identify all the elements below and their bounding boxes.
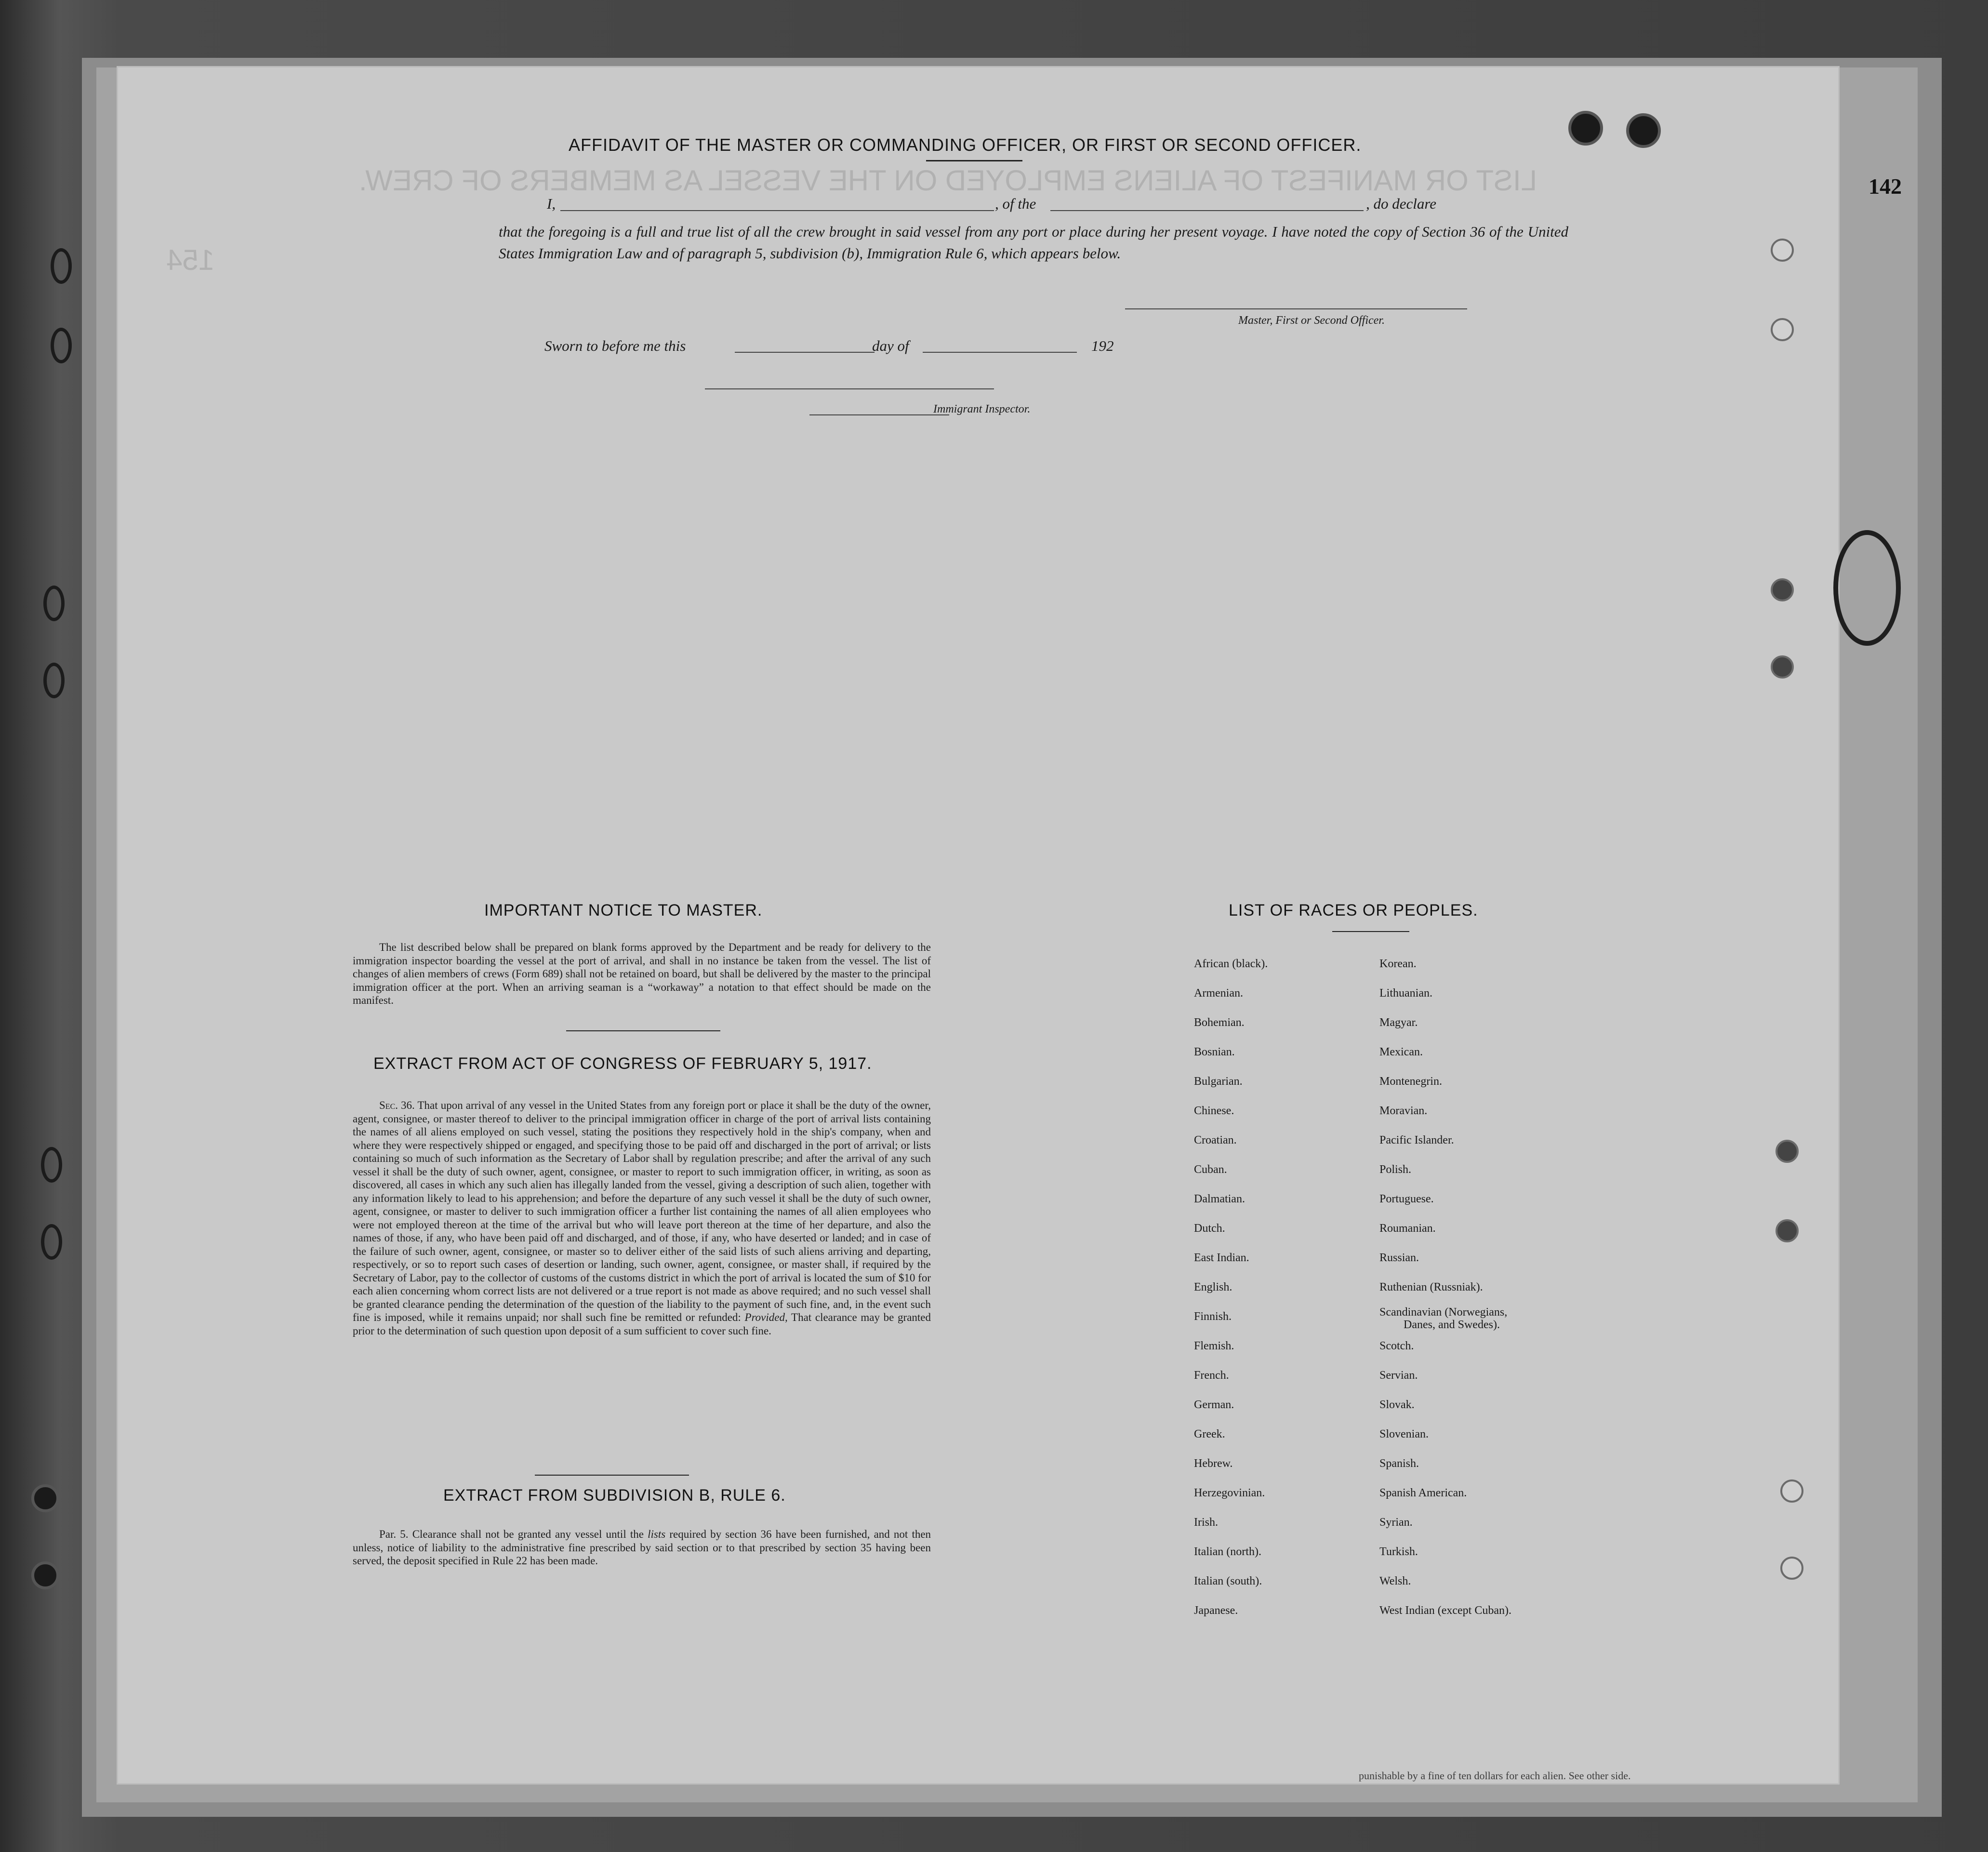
race-item: West Indian (except Cuban).: [1379, 1604, 1511, 1617]
rule-text-post: required by section 36 have been furnished, and not then unless, notice of liability to the administrative fine prescribed by said section or to that prescribed by section 35 having been served, the deposit specified in Rule 22 has been made.: [353, 1528, 931, 1567]
punch-hole: [31, 1561, 59, 1589]
race-item: Scandinavian (Norwegians,: [1379, 1306, 1508, 1319]
races-left-column: [1194, 949, 1268, 1625]
races-title-rule: [1332, 931, 1409, 932]
document-page: [118, 67, 1838, 1783]
race-item: Mexican.: [1379, 1046, 1423, 1058]
page-number: 142: [1869, 174, 1902, 199]
race-item: English.: [1194, 1281, 1233, 1293]
ring-hole: [1780, 1557, 1803, 1580]
sworn-month-blank: [923, 352, 1077, 353]
race-item: Dutch.: [1194, 1222, 1225, 1235]
race-item: Magyar.: [1379, 1016, 1418, 1029]
notice-title: IMPORTANT NOTICE TO MASTER.: [484, 901, 763, 919]
rule-text-lists: lists: [648, 1528, 666, 1540]
rule-text-pre: Clearance shall not be granted any vessel until the: [412, 1528, 644, 1540]
par-label: Par. 5.: [379, 1528, 409, 1540]
section-rule: [566, 1030, 720, 1031]
race-item: Cuban.: [1194, 1163, 1227, 1176]
race-item: Scotch.: [1379, 1340, 1414, 1352]
binder-ring-mark: [51, 248, 72, 284]
race-item: Servian.: [1379, 1369, 1418, 1382]
binder-ring-mark: [41, 1147, 62, 1183]
race-item: Greek.: [1194, 1428, 1225, 1440]
race-item: East Indian.: [1194, 1252, 1249, 1264]
races-title: LIST OF RACES OR PEOPLES.: [1229, 901, 1478, 919]
proviso-text: That clearance may be granted prior to the determination of such question upon deposit of a sum sufficient to cover such fine.: [353, 1311, 931, 1337]
race-item: Bulgarian.: [1194, 1075, 1243, 1088]
race-item: Bosnian.: [1194, 1046, 1235, 1058]
race-item: Polish.: [1379, 1163, 1412, 1176]
signature-caption: Master, First or Second Officer.: [1238, 314, 1385, 327]
race-item: Portuguese.: [1379, 1193, 1434, 1205]
race-item: Finnish.: [1194, 1310, 1232, 1323]
race-item: Italian (north).: [1194, 1546, 1261, 1558]
ring-hole: [1771, 655, 1794, 679]
binder-ring-mark: [41, 1224, 62, 1260]
affidavit-body: that the foregoing is a full and true list of all the crew brought in said vessel from any port or place during her present voyage. I have noted the copy of Section 36 of the United States Immigration Law and of paragraph 5, subdivision (b), Immigration Rule 6, which appears below.: [499, 223, 1568, 262]
rule-extract-text: [353, 1528, 931, 1568]
pencil-scribble: [1833, 530, 1901, 646]
race-item: Syrian.: [1379, 1516, 1413, 1529]
race-item: Japanese.: [1194, 1604, 1238, 1617]
ring-hole: [1771, 318, 1794, 341]
race-item: Lithuanian.: [1379, 987, 1432, 999]
races-right-column: [1379, 949, 1511, 1625]
race-item: Spanish.: [1379, 1457, 1419, 1470]
bleed-through-header: LIST OR MANIFEST OF ALIENS EMPLOYED ON THE VESSEL AS MEMBERS OF CREW.: [359, 164, 1537, 197]
act-extract-text: [353, 1099, 931, 1337]
act-extract-title: EXTRACT FROM ACT OF CONGRESS OF FEBRUARY 5, 1917.: [373, 1054, 872, 1073]
vessel-name-blank: [1050, 210, 1364, 211]
race-item: Flemish.: [1194, 1340, 1234, 1352]
ring-hole: [1771, 239, 1794, 262]
punch-hole: [1626, 113, 1661, 148]
section-rule: [535, 1475, 689, 1476]
ring-hole: [1771, 578, 1794, 601]
bleed-through-number: 154: [166, 244, 215, 276]
race-item: Irish.: [1194, 1516, 1218, 1529]
race-item: African (black).: [1194, 958, 1268, 970]
race-item: Pacific Islander.: [1379, 1134, 1454, 1146]
race-item: Bohemian.: [1194, 1016, 1245, 1029]
race-item: German.: [1194, 1399, 1234, 1411]
inspector-caption: Immigrant Inspector.: [933, 403, 1031, 415]
affidavit-title: AFFIDAVIT OF THE MASTER OR COMMANDING OFFICER, OR FIRST OR SECOND OFFICER.: [569, 135, 1362, 155]
race-item: Slovenian.: [1379, 1428, 1429, 1440]
race-item: Russian.: [1379, 1252, 1419, 1264]
sworn-day-of-label: day of: [872, 337, 909, 354]
race-item: Turkish.: [1379, 1546, 1418, 1558]
inspector-signature-line: [705, 388, 994, 389]
race-item: Moravian.: [1379, 1105, 1428, 1117]
declarant-prefix: I,: [547, 195, 556, 212]
race-item: Chinese.: [1194, 1105, 1234, 1117]
race-item: Korean.: [1379, 958, 1417, 970]
race-item: French.: [1194, 1369, 1229, 1382]
bottom-note: punishable by a fine of ten dollars for each alien. See other side.: [1359, 1770, 1631, 1782]
race-item: Welsh.: [1379, 1575, 1411, 1587]
punch-hole: [1568, 111, 1603, 146]
binder-ring-mark: [43, 663, 65, 698]
race-item-continuation: Danes, and Swedes).: [1404, 1319, 1500, 1331]
race-item-scandinavian: [1379, 1302, 1511, 1332]
vessel-of-label: , of the: [995, 195, 1036, 212]
declare-suffix: , do declare: [1366, 195, 1437, 212]
race-item: Roumanian.: [1379, 1222, 1436, 1235]
notice-text: The list described below shall be prepared on blank forms approved by the Department and be ready for delivery to the immigration inspector boarding the vessel at the port of arrival, and shall in no instance be taken from the vessel. The list of changes of alien members of crews (Form 689) shall not be retained on board, but shall be delivered by the master to the principal immigration officer at the port. When an arriving seaman is a “workaway” a notation to that effect should be made on the manifest.: [353, 941, 931, 1006]
inspector-name-blank: [809, 414, 949, 415]
sworn-label: Sworn to before me this: [544, 337, 686, 354]
race-item: Spanish American.: [1379, 1487, 1467, 1499]
rule-extract-title: EXTRACT FROM SUBDIVISION B, RULE 6.: [443, 1486, 786, 1505]
race-item: Croatian.: [1194, 1134, 1237, 1146]
ring-hole: [1780, 1479, 1803, 1503]
section-label: Sec. 36.: [379, 1099, 415, 1111]
binder-ring-mark: [43, 586, 65, 621]
race-item: Herzegovinian.: [1194, 1487, 1265, 1499]
race-item: Slovak.: [1379, 1399, 1415, 1411]
proviso-label: Provided,: [744, 1311, 788, 1323]
ring-hole: [1776, 1140, 1799, 1163]
binder-ring-mark: [51, 328, 72, 363]
section-36-text: That upon arrival of any vessel in the United States from any foreign port or place it shall be the duty of the owner, agent, consignee, or master thereof to deliver to the principal immigration officer in charge of the port of arrival lists containing the names of all aliens employed on such vessel, stating the positions they respectively hold in the ship's company, when and where they were respectively shipped or engaged, and specifying those to be paid off and discharged in the port of arrival; or lists containing so much of such information as the Secretary of Labor shall by regulation prescribe; and after the arrival of any such vessel it shall be the duty of such owner, agent, consignee, or master to report to such immigration officer, in writing, as soon as discovered, all cases in which any such alien has illegally landed from the vessel, giving a description of such alien, together with any information likely to lead to his apprehension; and before the departure of any such vessel it shall be the duty of such owner, agent, consignee, or master to deliver to such immigration officer a further list containing the names of all alien employees who were not employed thereon at the time of the arrival but who will leave port thereon at the time of her departure, and also the names of those, if any, who have been paid off and discharged, and of those, if any, who have deserted or landed; and in case of the failure of such owner, agent, consignee, or master so to deliver either of the said lists of such aliens arriving and departing, respectively, or so to report such cases of desertion or landing, such owner, agent, consignee, or master shall, if required by the Secretary of Labor, pay to the collector of customs of the customs district in which the port of arrival is located the sum of $10 for each alien concerning whom correct lists are not delivered or a true report is not made as above required; and no such vessel shall be granted clearance pending the determination of the question of the liability to the payment of such fine, and, in the event such fine is imposed, while it remains unpaid; nor shall such fine be remitted or refunded:: [353, 1099, 931, 1323]
sworn-year: 192: [1091, 337, 1114, 354]
sworn-day-blank: [735, 352, 875, 353]
ring-hole: [1776, 1219, 1799, 1242]
title-rule: [926, 160, 1022, 161]
signature-line: [1125, 308, 1467, 309]
race-item: Armenian.: [1194, 987, 1243, 999]
declarant-name-blank: [560, 210, 994, 211]
race-item: Montenegrin.: [1379, 1075, 1442, 1088]
punch-hole: [31, 1484, 59, 1512]
race-item: Italian (south).: [1194, 1575, 1262, 1587]
race-item: Dalmatian.: [1194, 1193, 1245, 1205]
race-item: Hebrew.: [1194, 1457, 1233, 1470]
race-item: Ruthenian (Russniak).: [1379, 1281, 1483, 1293]
